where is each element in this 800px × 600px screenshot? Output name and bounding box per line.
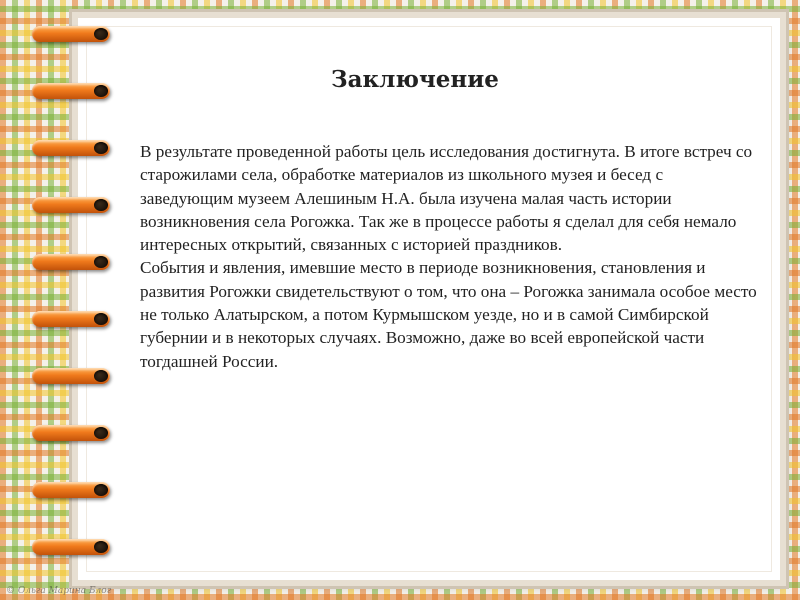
spiral-ring xyxy=(28,480,114,502)
paragraph-2: События и явления, имевшие место в периоде возникновения, становления и развития Рогожки свидетельствуют о том, что она – Рогожка занимала особое место не только Алатырском, а потом Курмышском уезде, но и в самой Симбирской губернии и в некоторых случаях. Возможно, даже во всей европейской части тогдашней России. xyxy=(140,258,757,371)
ring-hole xyxy=(94,199,108,211)
spiral-ring xyxy=(28,252,114,274)
ring-hole xyxy=(94,142,108,154)
slide-title: Заключение xyxy=(331,66,499,93)
ring-hole xyxy=(94,370,108,382)
ring-hole xyxy=(94,427,108,439)
watermark-signature: © Ольга Марина Блог xyxy=(6,586,112,596)
ring-hole xyxy=(94,484,108,496)
ring-hole xyxy=(94,256,108,268)
spiral-ring xyxy=(28,195,114,217)
ring-hole xyxy=(94,541,108,553)
ring-hole xyxy=(94,313,108,325)
spiral-ring xyxy=(28,138,114,160)
ring-hole xyxy=(94,28,108,40)
spiral-ring xyxy=(28,537,114,559)
spiral-ring xyxy=(28,366,114,388)
spiral-ring xyxy=(28,24,114,46)
paragraph-1: В результате проведенной работы цель исследования достигнута. В итоге встреч со старожилами села, обработке материалов из школьного музея и бесед с заведующим музеем Алешиным Н.А. была изучена малая часть истории возникновения села Рогожка. Так же в процессе работы я сделал для себя немало интересных открытий, связанных с историей праздников. xyxy=(140,142,753,255)
spiral-ring xyxy=(28,309,114,331)
spiral-ring xyxy=(28,81,114,103)
spiral-ring xyxy=(28,423,114,445)
spiral-binding xyxy=(28,24,118,584)
slide-body xyxy=(140,140,760,373)
ring-hole xyxy=(94,85,108,97)
